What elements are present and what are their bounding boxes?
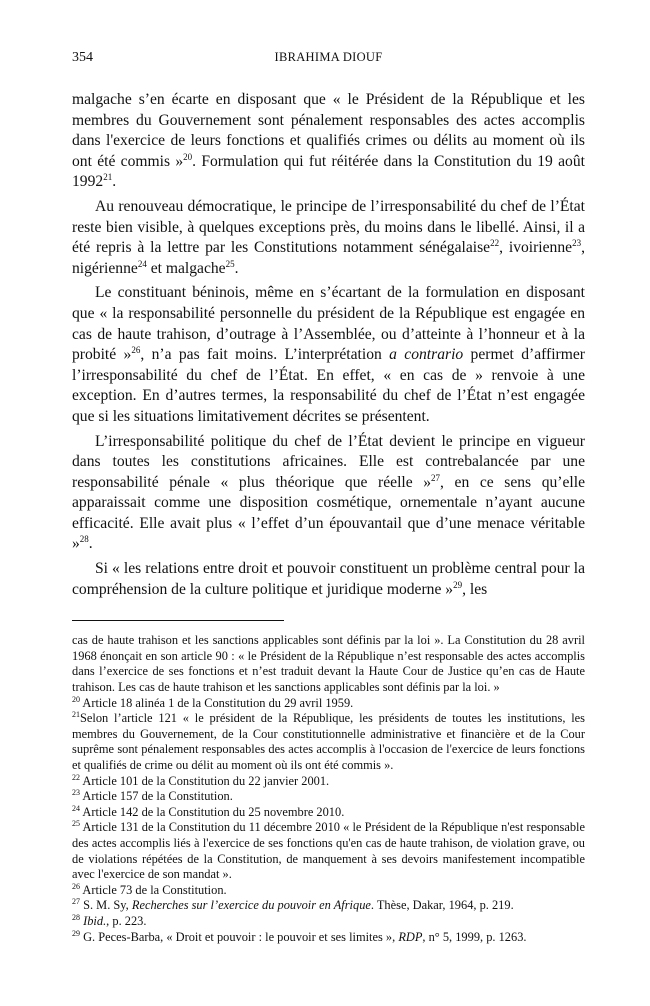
footnote-ref: 25 bbox=[72, 819, 80, 829]
italic-text: RDP bbox=[398, 929, 423, 944]
footnote-ref: 27 bbox=[72, 897, 80, 907]
text-run: cas de haute trahison et les sanctions applicables sont définis par la loi ». La Constitution du 28 avril 1968 énonçait en son article 90 : « le Président de la République n’est responsable des actes accomplis dans l’exercice de ses fonctions et n’est traduit devant la Haute Cour de Justice qu’en cas de Haute trahison. Les cas de haute trahison et les sanctions applicables sont définis par la loi. » bbox=[72, 633, 585, 695]
text-run: , nigérienne bbox=[72, 239, 585, 277]
footnote-ref: 20 bbox=[72, 694, 80, 704]
text-run: , n° 5, 1999, p. 1263. bbox=[422, 929, 527, 944]
footnote-ref: 21 bbox=[103, 172, 113, 183]
footnote-ref: 28 bbox=[72, 912, 80, 922]
text-run: Le constituant béninois, même en s’écartant de la formulation en disposant que « la responsabilité personnelle du président de la République est engagée en cas de haute trahison, d’outrage à l’Assemblée, ou d’atteinte à l’honneur et à la probité » bbox=[72, 284, 585, 364]
text-run: malgache s’en écarte en disposant que « le Président de la République et les membres du Gouvernement sont pénalement responsables des actes accomplis dans l'exercice de leurs fonctions et qualifiés crimes ou délits au moment où ils ont été commis » bbox=[72, 91, 585, 170]
footnote-ref: 22 bbox=[72, 772, 80, 782]
paragraph bbox=[72, 432, 585, 556]
text-run: Au renouveau démocratique, le principe de l’irresponsabilité du chef de l’État reste bien visible, à quelques exceptions près, du moins dans le libellé. Ainsi, il a été repris à la lettre par les Constitutions notamment sénégalaise bbox=[72, 197, 585, 257]
text-run: Article 18 alinéa 1 de la Constitution du 29 avril 1959. bbox=[80, 695, 354, 710]
text-run: S. M. Sy, bbox=[80, 898, 132, 913]
italic-text: Recherches sur l’exercice du pouvoir en Afrique bbox=[131, 898, 371, 913]
footnote bbox=[72, 914, 585, 930]
italic-text: a contrario bbox=[389, 346, 464, 364]
footnote bbox=[72, 774, 585, 790]
page-number: 354 bbox=[72, 50, 93, 65]
footnote-ref: 26 bbox=[131, 345, 141, 356]
paragraph bbox=[72, 559, 585, 600]
text-run: , les bbox=[462, 580, 488, 598]
footnote bbox=[72, 883, 585, 899]
footnote-ref: 29 bbox=[72, 928, 80, 938]
text-run: , p. 223. bbox=[106, 913, 147, 928]
text-run: Article 73 de la Constitution. bbox=[80, 882, 227, 897]
text-run: . Thèse, Dakar, 1964, p. 219. bbox=[370, 898, 514, 913]
footnote-ref: 24 bbox=[72, 803, 80, 813]
paragraph bbox=[72, 197, 585, 279]
page-header bbox=[72, 50, 585, 72]
text-run: permet d’affirmer l’irresponsabilité du chef de l’État. En effet, « en cas de » renvoie à une exception. En d’autres termes, la responsabilité du chef de l’État n’est engagée que si les situations limitativement décrites se présentent. bbox=[72, 346, 585, 425]
footnote bbox=[72, 696, 585, 712]
footnote bbox=[72, 898, 585, 914]
footnote-ref: 23 bbox=[572, 238, 582, 249]
footnote bbox=[72, 820, 585, 882]
text-run: Si « les relations entre droit et pouvoir constituent un problème central pour la compréhension de la culture politique et juridique moderne » bbox=[72, 560, 585, 598]
footnote bbox=[72, 789, 585, 805]
text-run: . bbox=[88, 535, 93, 553]
text-run: . bbox=[234, 259, 239, 277]
footnote-separator bbox=[72, 620, 284, 621]
footnote-ref: 20 bbox=[183, 151, 193, 162]
text-run: , en ce sens qu’elle apparaissait comme une disposition cosmétique, ornementale n’ayant aucune efficacité. Elle avait plus « l’effet d’un épouvantail que d’une menace véritable » bbox=[72, 473, 586, 553]
text-run: Article 142 de la Constitution du 25 novembre 2010. bbox=[80, 804, 345, 819]
footnote bbox=[72, 930, 585, 946]
footnote-ref: 22 bbox=[490, 238, 500, 249]
text-run: . Formulation qui fut réitérée dans la Constitution du 19 août 1992 bbox=[72, 152, 585, 191]
footnote bbox=[72, 711, 585, 773]
footnote-ref: 24 bbox=[137, 258, 147, 269]
text-run: L’irresponsabilité politique du chef de l’État devient le principe en vigueur dans toutes les constitutions africaines. Elle est contrebalancée par une responsabilité pénale « plus théorique que réelle » bbox=[72, 432, 585, 491]
footnote-ref: 29 bbox=[453, 579, 463, 590]
footnote-ref: 27 bbox=[431, 472, 441, 483]
book-page bbox=[72, 50, 585, 945]
text-run: , n’a pas fait moins. L’interprétation bbox=[140, 346, 390, 364]
footnote-ref: 28 bbox=[79, 534, 89, 545]
footnote-ref: 26 bbox=[72, 881, 80, 891]
footnotes bbox=[72, 633, 585, 945]
text-run: et malgache bbox=[146, 259, 226, 277]
footnote bbox=[72, 633, 585, 695]
text-run: . bbox=[112, 173, 117, 191]
footnote bbox=[72, 805, 585, 821]
text-run: , ivoirienne bbox=[499, 239, 573, 257]
body-text bbox=[72, 90, 585, 600]
footnote-ref: 23 bbox=[72, 788, 80, 798]
text-run: Article 101 de la Constitution du 22 janvier 2001. bbox=[80, 773, 330, 788]
footnote-ref: 21 bbox=[72, 710, 80, 720]
text-run: Article 157 de la Constitution. bbox=[80, 789, 233, 804]
italic-text: Ibid. bbox=[83, 913, 107, 928]
text-run: G. Peces-Barba, « Droit et pouvoir : le pouvoir et ses limites », bbox=[80, 929, 399, 944]
running-head: IBRAHIMA DIOUF bbox=[274, 50, 383, 64]
text-run: Article 131 de la Constitution du 11 décembre 2010 « le Président de la République n'est responsable des actes accomplis liés à l'exercice de ses fonctions qu'en cas de haute trahison, de violation grave, ou de violations répétées de la Constitution, de manquement à ses devoirs manifestement incompatible avec l'exercice de son mandat ». bbox=[72, 820, 585, 882]
paragraph bbox=[72, 283, 585, 427]
paragraph bbox=[72, 90, 585, 193]
footnote-ref: 25 bbox=[225, 258, 235, 269]
text-run: Selon l’article 121 « le président de la République, les présidents de toutes les institutions, les membres du Gouvernement, de la Cour constitutionnelle administrative et financière et de la Cour suprême sont pénalement responsables des actes accomplis à l'occasion de l'exercice de leurs fonctions et qualifiés de crime ou délit au moment où ils ont été commis ». bbox=[72, 711, 585, 772]
